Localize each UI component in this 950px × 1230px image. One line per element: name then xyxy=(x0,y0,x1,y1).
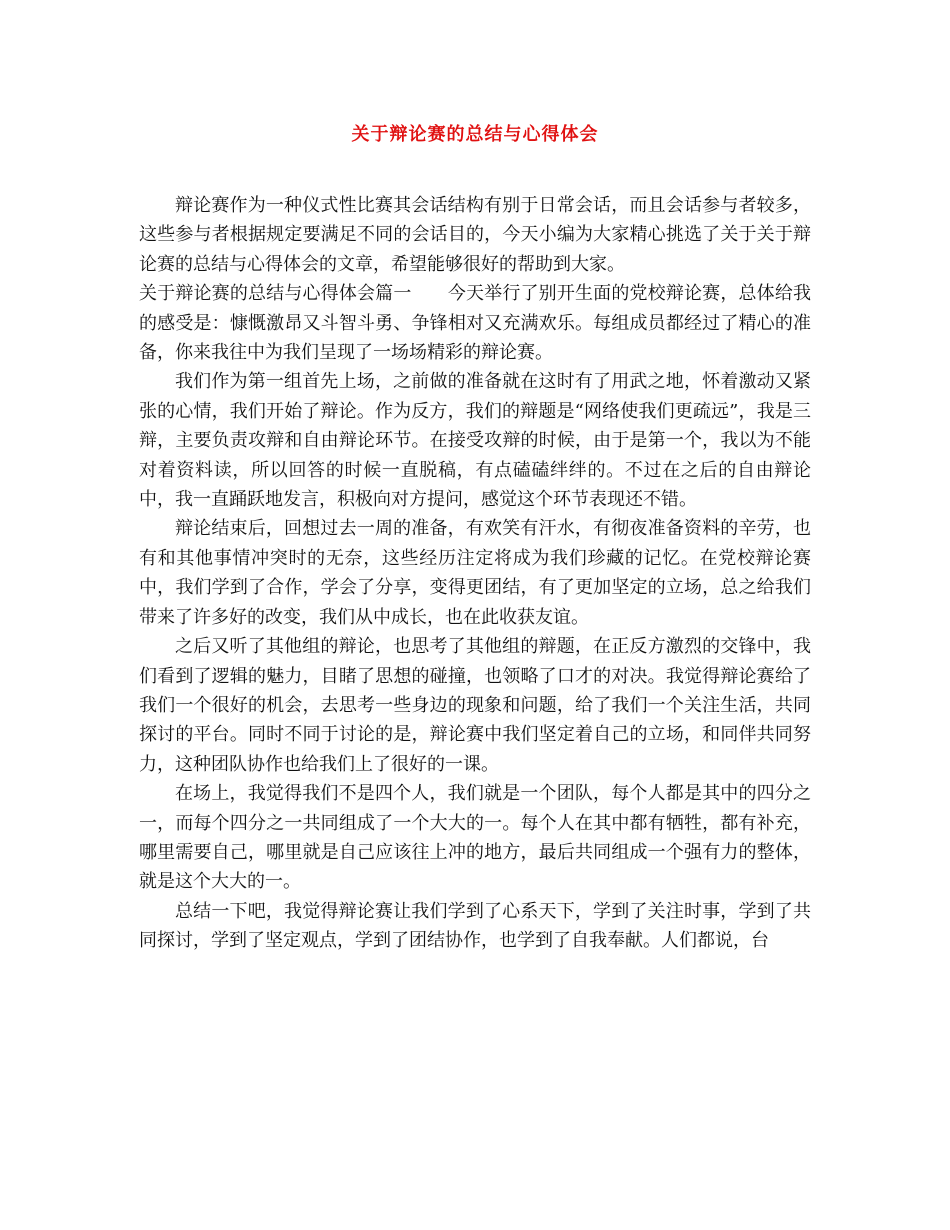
paragraph: 之后又听了其他组的辩论，也思考了其他组的辩题，在正反方激烈的交锋中，我们看到了逻辑的魅力，目睹了思想的碰撞，也领略了口才的对决。我觉得辩论赛给了我们一个很好的机会，去思考一些身边的现象和问题，给了我们一个关注生活，共同探讨的平台。同时不同于讨论的是，辩论赛中我们坚定着自己的立场，和同伴共同努力，这种团队协作也给我们上了很好的一课。 xyxy=(139,636,811,775)
paragraph: 总结一下吧，我觉得辩论赛让我们学到了心系天下，学到了关注时事，学到了共同探讨，学到了坚定观点，学到了团结协作，也学到了自我奉献。人们都说，台 xyxy=(139,900,811,952)
paragraph: 我们作为第一组首先上场，之前做的准备就在这时有了用武之地，怀着激动又紧张的心情，我们开始了辩论。作为反方，我们的辩题是“网络使我们更疏远”，我是三辩，主要负责攻辩和自由辩论环节。在接受攻辩的时候，由于是第一个，我以为不能对着资料读，所以回答的时候一直脱稿，有点磕磕绊绊的。不过在之后的自由辩论中，我一直踊跃地发言，积极向对方提问，感觉这个环节表现还不错。 xyxy=(139,371,811,511)
paragraph-intro: 辩论赛作为一种仪式性比赛其会话结构有别于日常会话，而且会话参与者较多，这些参与者根据规定要满足不同的会话目的，今天小编为大家精心挑选了关于关于辩论赛的总结与心得体会的文章，希望能够很好的帮助到大家。 xyxy=(139,195,811,275)
paragraph: 在场上，我觉得我们不是四个人，我们就是一个团队，每个人都是其中的四分之一，而每个四分之一共同组成了一个大大的一。每个人在其中都有牺牲，都有补充，哪里需要自己，哪里就是自己应该往上冲的地方，最后共同组成一个强有力的整体，就是这个大大的一。 xyxy=(139,783,811,893)
paragraph: 辩论结束后，回想过去一周的准备，有欢笑有汗水，有彻夜准备资料的辛劳，也有和其他事情冲突时的无奈，这些经历注定将成为我们珍藏的记忆。在党校辩论赛中，我们学到了合作，学会了分享，变得更团结，有了更加坚定的立场，总之给我们带来了许多好的改变，我们从中成长，也在此收获友谊。 xyxy=(139,518,811,628)
paragraph-section-one: 关于辩论赛的总结与心得体会篇一 今天举行了别开生面的党校辩论赛，总体给我的感受是：慷慨激昂又斗智斗勇、争锋相对又充满欢乐。每组成员都经过了精心的准备，你来我往中为我们呈现了一场场精彩的辩论赛。 xyxy=(139,283,811,364)
document-title: 关于辩论赛的总结与心得体会 xyxy=(351,124,599,145)
document-body xyxy=(139,191,811,956)
